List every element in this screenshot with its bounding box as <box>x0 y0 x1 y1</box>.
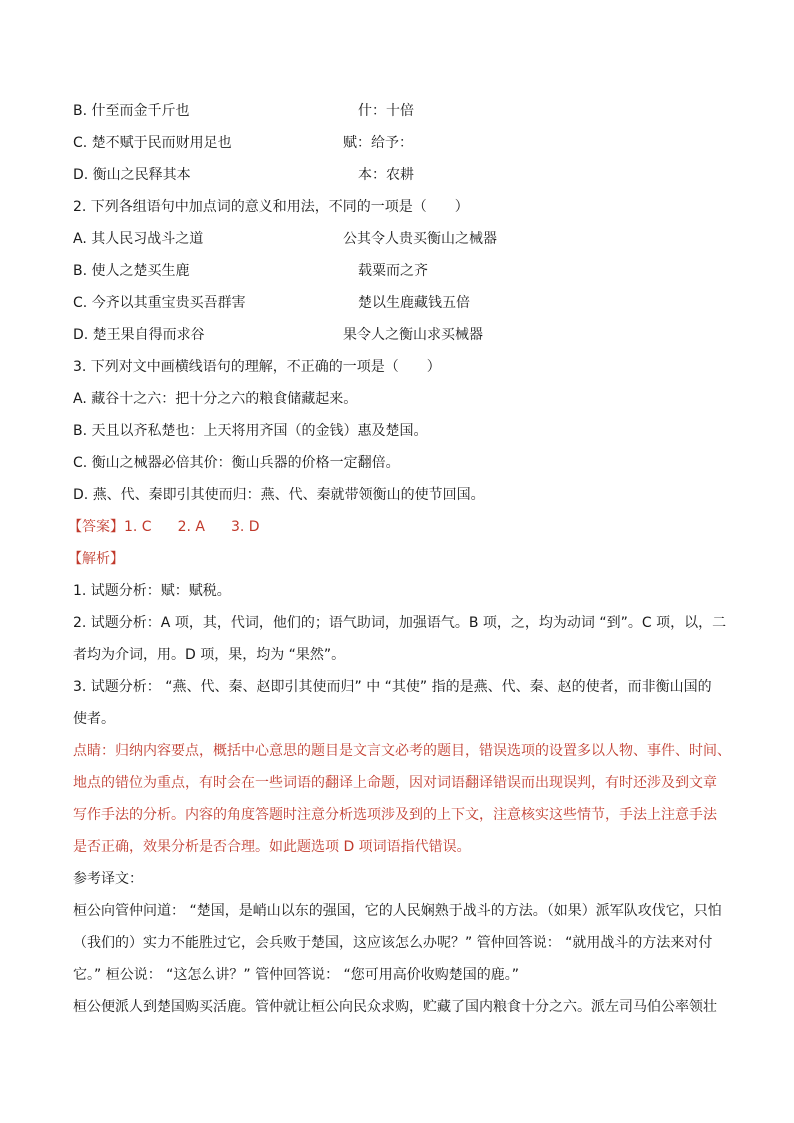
option-label: A. <box>73 391 87 407</box>
option-label: B. <box>73 103 88 119</box>
option-label: D. <box>73 167 89 183</box>
q1-option-b <box>73 102 190 120</box>
option-text: 今齐以其重宝贵买吾群害 <box>91 295 246 311</box>
option-label: B. <box>73 263 88 279</box>
answer-heading: 【答案】 <box>68 519 124 535</box>
q1-option-d <box>73 166 191 184</box>
answer-item: 1. C <box>124 519 152 535</box>
q2-stem: 2. 下列各组语句中加点词的意义和用法，不同的一项是（ ） <box>73 199 469 215</box>
q1-option-c <box>73 134 232 152</box>
option-text: 燕、代、秦即引其使而归：燕、代、秦就带领衡山的使节回国。 <box>92 487 485 503</box>
q3-option-d <box>73 486 485 504</box>
translation-line: 它。” 桓公说： “这怎么讲？” 管仲回答说： “您可用高价收购楚国的鹿。” <box>73 967 520 983</box>
option-text: 使人之楚买生鹿 <box>91 263 190 279</box>
option-label: A. <box>73 231 87 247</box>
translation-line: 桓公向管仲问道： “楚国，是峭山以东的强国，它的人民娴熟于战斗的方法。（如果）派军队攻伐它，只怕 <box>73 903 722 919</box>
q1-option-c-gloss: 赋：给予： <box>343 135 413 151</box>
option-text: 天且以齐私楚也：上天将用齐国（的金钱）惠及楚国。 <box>91 423 428 439</box>
q3-option-b <box>73 422 428 440</box>
option-text: 其人民习战斗之道 <box>91 231 204 247</box>
option-text: 什至而金千斤也 <box>91 103 190 119</box>
q2-option-d <box>73 326 205 344</box>
analysis-p3-line2: 使者。 <box>73 711 115 727</box>
q3-option-c <box>73 454 400 472</box>
q2-option-c <box>73 294 246 312</box>
option-text: 衡山之械器必倍其价：衡山兵器的价格一定翻倍。 <box>91 455 400 471</box>
option-text: 衡山之民释其本 <box>92 167 191 183</box>
q2-option-a <box>73 230 203 248</box>
option-label: D. <box>73 327 89 343</box>
analysis-p1: 1. 试题分析：赋：赋税。 <box>73 583 231 599</box>
option-label: B. <box>73 423 88 439</box>
analysis-p3-line1: 3. 试题分析： “燕、代、秦、赵即引其使而归” 中 “其使” 指的是燕、代、秦、赵的使者，而非衡山国的 <box>73 679 712 695</box>
q3-option-a <box>73 390 357 408</box>
tip-line4: 是否正确，效果分析是否合理。如此题选项 D 项词语指代错误。 <box>73 839 471 855</box>
option-label: C. <box>73 135 88 151</box>
q2-option-b <box>73 262 190 280</box>
option-label: C. <box>73 455 88 471</box>
answer-item: 2. A <box>177 519 205 535</box>
analysis-p2-line2: 者均为介词，用。D 项，果，均为 “果然”。 <box>73 647 346 663</box>
q2-option-a-right: 公其令人贵买衡山之械器 <box>343 231 497 247</box>
translation-line: 桓公便派人到楚国购买活鹿。管仲就让桓公向民众求购，贮藏了国内粮食十分之六。派左司马伯公率领壮 <box>73 999 717 1015</box>
answer-item: 3. D <box>230 519 260 535</box>
q1-option-d-gloss: 本：农耕 <box>358 167 414 183</box>
option-label: C. <box>73 295 88 311</box>
translation-line: （我们的）实力不能胜过它，会兵败于楚国，这应该怎么办呢？” 管仲回答说： “就用战斗的方法来对付 <box>73 935 713 951</box>
q3-stem: 3. 下列对文中画横线语句的理解，不正确的一项是（ ） <box>73 359 441 375</box>
option-text: 楚王果自得而求谷 <box>92 327 205 343</box>
tip-line2: 地点的错位为重点，有时会在一些词语的翻译上命题，因对词语翻译错误而出现误判，有时还涉及到文章 <box>73 775 717 791</box>
tip-line1: 点睛：归纳内容要点，概括中心意思的题目是文言文必考的题目，错误选项的设置多以人物、事件、时间、 <box>73 743 731 759</box>
q2-option-d-right: 果令人之衡山求买械器 <box>343 327 483 343</box>
q1-option-b-gloss: 什：十倍 <box>358 103 414 119</box>
option-label: D. <box>73 487 89 503</box>
analysis-p2-line1: 2. 试题分析：A 项，其，代词，他们的；语气助词，加强语气。B 项，之，均为动词 “到”。C 项，以，二 <box>73 615 727 631</box>
answer-line <box>68 518 286 536</box>
q2-option-c-right: 楚以生鹿藏钱五倍 <box>358 295 470 311</box>
option-text: 藏谷十之六：把十分之六的粮食储藏起来。 <box>91 391 358 407</box>
analysis-heading: 【解析】 <box>68 551 124 567</box>
option-text: 楚不赋于民而财用足也 <box>91 135 232 151</box>
tip-line3: 写作手法的分析。内容的角度答题时注意分析选项涉及到的上下文，注意核实这些情节，手法上注意手法 <box>73 807 717 823</box>
q2-option-b-right: 载粟而之齐 <box>358 263 428 279</box>
translation-heading: 参考译文： <box>73 871 143 887</box>
